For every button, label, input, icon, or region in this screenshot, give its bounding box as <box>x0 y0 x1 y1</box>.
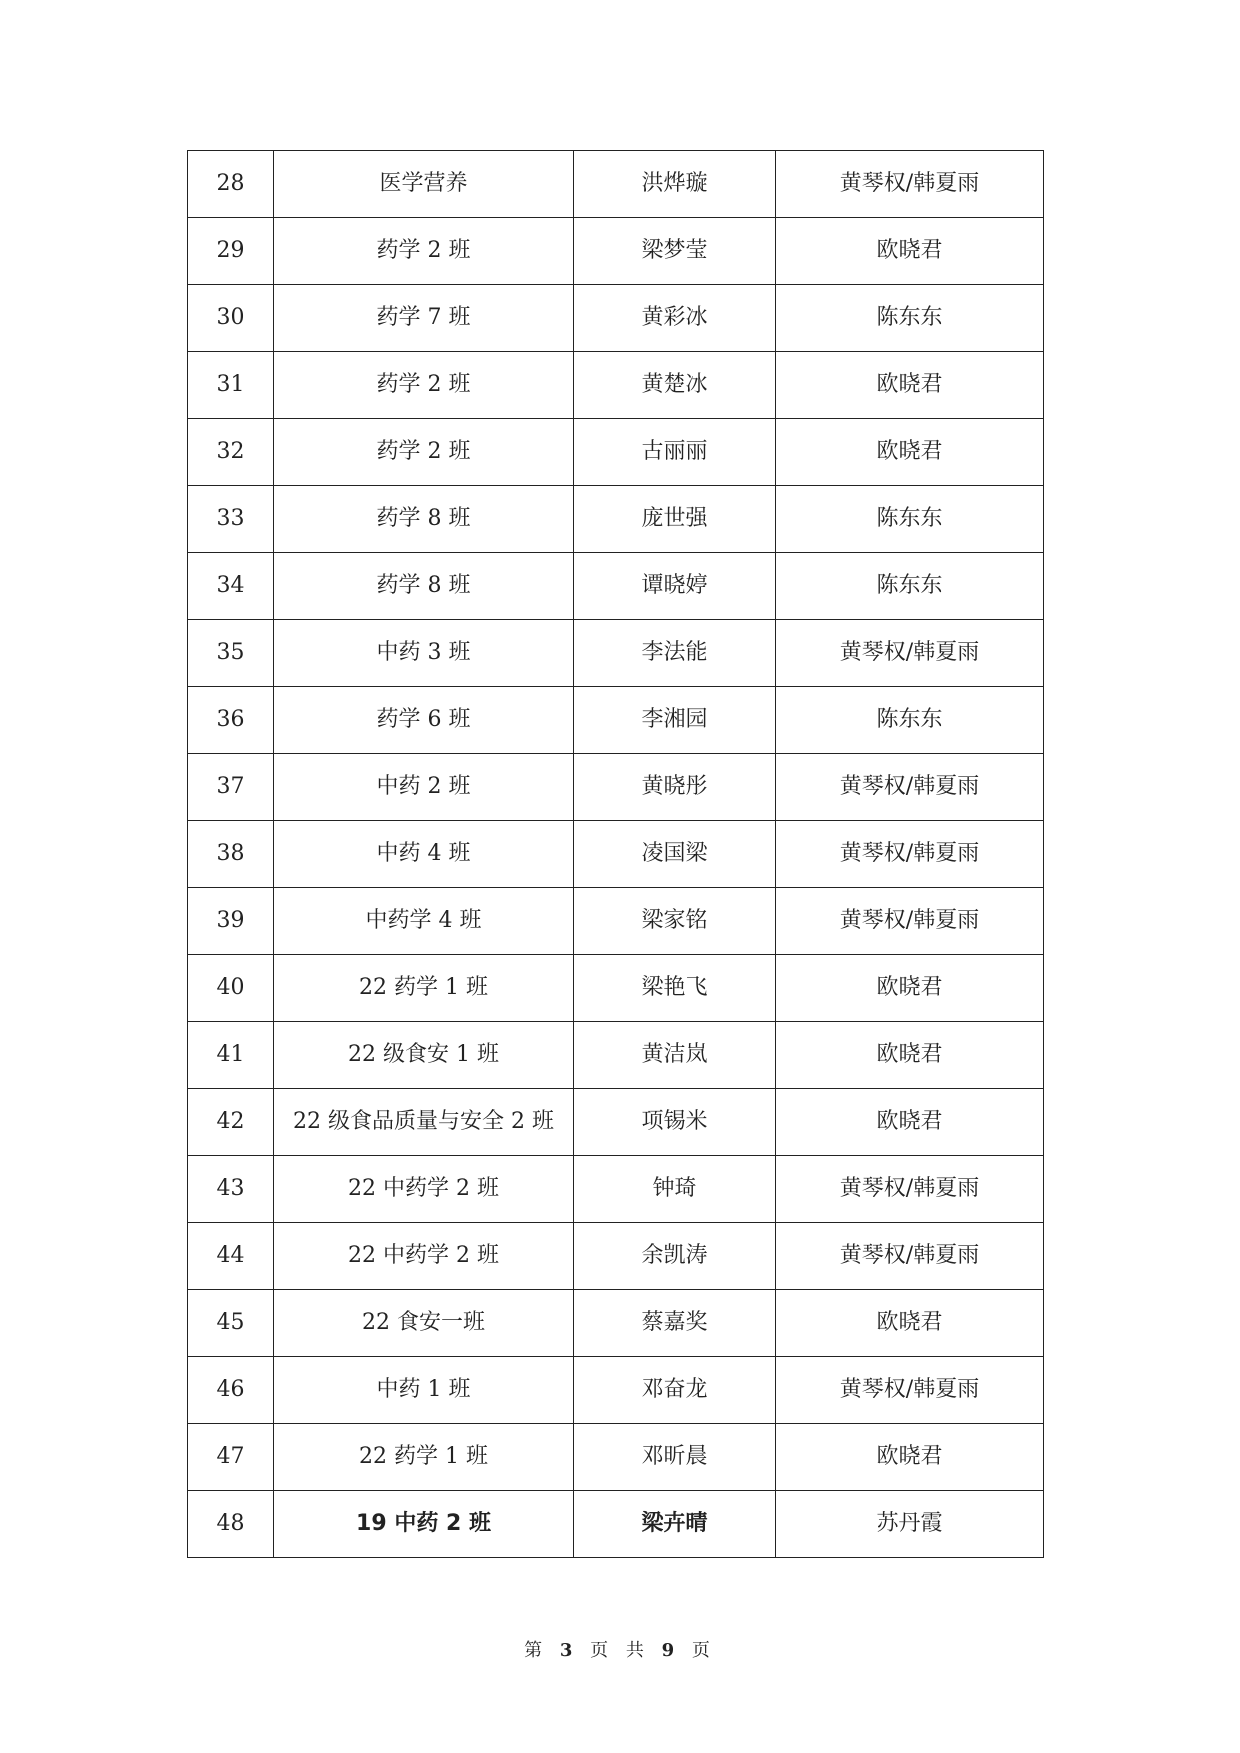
row-number-cell: 44 <box>188 1223 274 1290</box>
student-name-cell: 梁家铭 <box>574 888 776 955</box>
table-row <box>188 486 1044 553</box>
teacher-cell: 黄琴权/韩夏雨 <box>776 821 1044 888</box>
table-row <box>188 955 1044 1022</box>
row-number-cell: 28 <box>188 151 274 218</box>
student-name-cell: 古丽丽 <box>574 419 776 486</box>
class-cell: 药学 2 班 <box>274 218 574 285</box>
table-row <box>188 151 1044 218</box>
teacher-cell: 陈东东 <box>776 486 1044 553</box>
row-number-cell: 48 <box>188 1491 274 1558</box>
teacher-cell: 苏丹霞 <box>776 1491 1044 1558</box>
student-name-cell: 钟琦 <box>574 1156 776 1223</box>
class-cell: 22 食安一班 <box>274 1290 574 1357</box>
teacher-cell: 陈东东 <box>776 553 1044 620</box>
class-cell: 中药 4 班 <box>274 821 574 888</box>
class-cell: 药学 2 班 <box>274 352 574 419</box>
teacher-cell: 黄琴权/韩夏雨 <box>776 754 1044 821</box>
table-row <box>188 687 1044 754</box>
student-name-cell: 梁艳飞 <box>574 955 776 1022</box>
roster-table-body <box>188 151 1044 1558</box>
student-name-cell: 黄晓彤 <box>574 754 776 821</box>
row-number-cell: 45 <box>188 1290 274 1357</box>
row-number-cell: 42 <box>188 1089 274 1156</box>
table-row <box>188 620 1044 687</box>
student-name-cell: 凌国梁 <box>574 821 776 888</box>
teacher-cell: 黄琴权/韩夏雨 <box>776 1156 1044 1223</box>
row-number-cell: 35 <box>188 620 274 687</box>
student-roster-table <box>187 150 1044 1558</box>
teacher-cell: 欧晓君 <box>776 352 1044 419</box>
class-cell: 药学 8 班 <box>274 486 574 553</box>
class-cell: 药学 8 班 <box>274 553 574 620</box>
teacher-cell: 欧晓君 <box>776 419 1044 486</box>
table-row <box>188 888 1044 955</box>
table-row <box>188 285 1044 352</box>
table-row <box>188 419 1044 486</box>
page-footer <box>0 1636 1240 1662</box>
table-row <box>188 1357 1044 1424</box>
row-number-cell: 33 <box>188 486 274 553</box>
teacher-cell: 黄琴权/韩夏雨 <box>776 1223 1044 1290</box>
footer-suffix: 页 <box>691 1640 716 1661</box>
teacher-cell: 欧晓君 <box>776 1290 1044 1357</box>
teacher-cell: 欧晓君 <box>776 955 1044 1022</box>
table-row <box>188 1156 1044 1223</box>
row-number-cell: 39 <box>188 888 274 955</box>
class-cell: 22 药学 1 班 <box>274 955 574 1022</box>
table-row <box>188 352 1044 419</box>
student-name-cell: 谭晓婷 <box>574 553 776 620</box>
row-number-cell: 32 <box>188 419 274 486</box>
class-cell: 药学 6 班 <box>274 687 574 754</box>
row-number-cell: 43 <box>188 1156 274 1223</box>
row-number-cell: 36 <box>188 687 274 754</box>
teacher-cell: 黄琴权/韩夏雨 <box>776 888 1044 955</box>
class-cell: 22 级食品质量与安全 2 班 <box>274 1089 574 1156</box>
table-row <box>188 1022 1044 1089</box>
row-number-cell: 41 <box>188 1022 274 1089</box>
table-row <box>188 1424 1044 1491</box>
student-name-cell: 洪烨璇 <box>574 151 776 218</box>
total-pages-number: 9 <box>661 1640 681 1661</box>
class-cell: 22 中药学 2 班 <box>274 1223 574 1290</box>
table-row <box>188 1223 1044 1290</box>
teacher-cell: 陈东东 <box>776 687 1044 754</box>
row-number-cell: 34 <box>188 553 274 620</box>
student-name-cell: 邓奋龙 <box>574 1357 776 1424</box>
student-name-cell: 梁梦莹 <box>574 218 776 285</box>
student-name-cell: 黄彩冰 <box>574 285 776 352</box>
class-cell: 医学营养 <box>274 151 574 218</box>
footer-middle: 页 共 <box>590 1640 650 1661</box>
student-name-cell: 梁卉晴 <box>574 1491 776 1558</box>
class-cell: 药学 2 班 <box>274 419 574 486</box>
class-cell: 中药 1 班 <box>274 1357 574 1424</box>
teacher-cell: 黄琴权/韩夏雨 <box>776 620 1044 687</box>
table-row <box>188 1290 1044 1357</box>
teacher-cell: 欧晓君 <box>776 218 1044 285</box>
class-cell: 19 中药 2 班 <box>274 1491 574 1558</box>
table-row <box>188 1491 1044 1558</box>
table-row <box>188 1089 1044 1156</box>
teacher-cell: 欧晓君 <box>776 1022 1044 1089</box>
row-number-cell: 47 <box>188 1424 274 1491</box>
student-name-cell: 邓昕晨 <box>574 1424 776 1491</box>
teacher-cell: 欧晓君 <box>776 1424 1044 1491</box>
class-cell: 中药 2 班 <box>274 754 574 821</box>
class-cell: 22 药学 1 班 <box>274 1424 574 1491</box>
row-number-cell: 31 <box>188 352 274 419</box>
row-number-cell: 38 <box>188 821 274 888</box>
class-cell: 中药 3 班 <box>274 620 574 687</box>
table-row <box>188 553 1044 620</box>
class-cell: 药学 7 班 <box>274 285 574 352</box>
student-name-cell: 余凯涛 <box>574 1223 776 1290</box>
student-name-cell: 项锡米 <box>574 1089 776 1156</box>
student-name-cell: 蔡嘉奖 <box>574 1290 776 1357</box>
teacher-cell: 黄琴权/韩夏雨 <box>776 1357 1044 1424</box>
footer-prefix: 第 <box>524 1640 549 1661</box>
student-name-cell: 李湘园 <box>574 687 776 754</box>
row-number-cell: 37 <box>188 754 274 821</box>
teacher-cell: 欧晓君 <box>776 1089 1044 1156</box>
class-cell: 中药学 4 班 <box>274 888 574 955</box>
student-name-cell: 黄洁岚 <box>574 1022 776 1089</box>
row-number-cell: 30 <box>188 285 274 352</box>
teacher-cell: 陈东东 <box>776 285 1044 352</box>
row-number-cell: 40 <box>188 955 274 1022</box>
table-row <box>188 218 1044 285</box>
student-name-cell: 黄楚冰 <box>574 352 776 419</box>
row-number-cell: 29 <box>188 218 274 285</box>
student-name-cell: 李法能 <box>574 620 776 687</box>
teacher-cell: 黄琴权/韩夏雨 <box>776 151 1044 218</box>
table-row <box>188 821 1044 888</box>
class-cell: 22 中药学 2 班 <box>274 1156 574 1223</box>
student-name-cell: 庞世强 <box>574 486 776 553</box>
class-cell: 22 级食安 1 班 <box>274 1022 574 1089</box>
current-page-number: 3 <box>559 1640 579 1661</box>
table-row <box>188 754 1044 821</box>
row-number-cell: 46 <box>188 1357 274 1424</box>
